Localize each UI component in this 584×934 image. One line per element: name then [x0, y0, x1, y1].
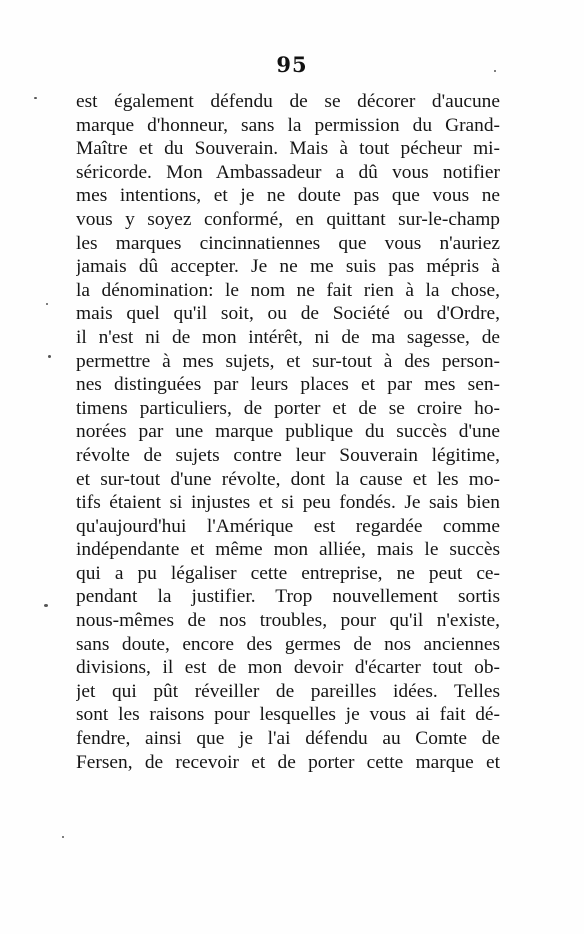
text-line: mais quel qu'il soit, ou de Société ou d'Ordre, [76, 303, 500, 325]
text-line: et sur-tout d'une révolte, dont la cause et les mo- [76, 468, 500, 490]
text-line: tifs étaient si injustes et si peu fondés. Je sais bien [76, 492, 500, 514]
text-line: jamais dû accepter. Je ne me suis pas mépris à [76, 256, 500, 278]
text-line: jet qui pût réveiller de pareilles idées. Telles [76, 680, 500, 702]
text-line: est également défendu de se décorer d'aucune [76, 91, 500, 112]
body-text [76, 90, 500, 774]
text-line: nous-mêmes de nos troubles, pour qu'il n'existe, [76, 610, 500, 632]
text-line: pendant la justifier. Trop nouvellement sortis [76, 586, 500, 608]
text-line: qu'aujourd'hui l'Amérique est regardée comme [76, 515, 500, 537]
text-line: Fersen, de recevoir et de porter cette marque et [76, 751, 500, 773]
text-line: les marques cincinnatiennes que vous n'auriez [76, 232, 500, 254]
text-line: divisions, il est de mon devoir d'écarter tout ob- [76, 657, 500, 679]
scan-speck [34, 97, 37, 99]
text-line: vous y soyez conformé, en quittant sur-le-champ [76, 208, 500, 230]
page-number: 95 [276, 52, 308, 77]
text-line: indépendante et même mon alliée, mais le succès [76, 539, 500, 561]
text-line: nes distinguées par leurs places et par mes sen- [76, 374, 500, 396]
text-line: norées par une marque publique du succès d'une [76, 421, 500, 443]
text-line: marque d'honneur, sans la permission du Grand- [76, 114, 500, 136]
text-line: fendre, ainsi que je l'ai défendu au Comte de [76, 728, 500, 750]
text-line: il n'est ni de mon intérêt, ni de ma sagesse, de [76, 326, 500, 348]
scan-speck [494, 70, 496, 72]
text-line: mes intentions, et je ne doute pas que vous ne [76, 185, 500, 207]
text-line: timens particuliers, de porter et de se croire ho- [76, 397, 500, 419]
text-line: sans doute, encore des germes de nos anciennes [76, 633, 500, 655]
text-line: Maître et du Souverain. Mais à tout pécheur mi- [76, 138, 500, 160]
scan-speck [48, 355, 51, 358]
scan-speck [46, 303, 48, 305]
text-line: révolte de sujets contre leur Souverain légitime, [76, 444, 500, 466]
text-line: qui a pu légaliser cette entreprise, ne peut ce- [76, 562, 500, 584]
scan-speck [44, 604, 48, 607]
text-line: la dénomination: le nom ne fait rien à la chose, [76, 279, 500, 301]
scan-speck [62, 836, 64, 838]
text-line: séricorde. Mon Ambassadeur a dû vous notifier [76, 161, 500, 183]
text-line: sont les raisons pour lesquelles je vous ai fait dé- [76, 704, 500, 726]
text-line: permettre à mes sujets, et sur-tout à des person- [76, 350, 500, 372]
